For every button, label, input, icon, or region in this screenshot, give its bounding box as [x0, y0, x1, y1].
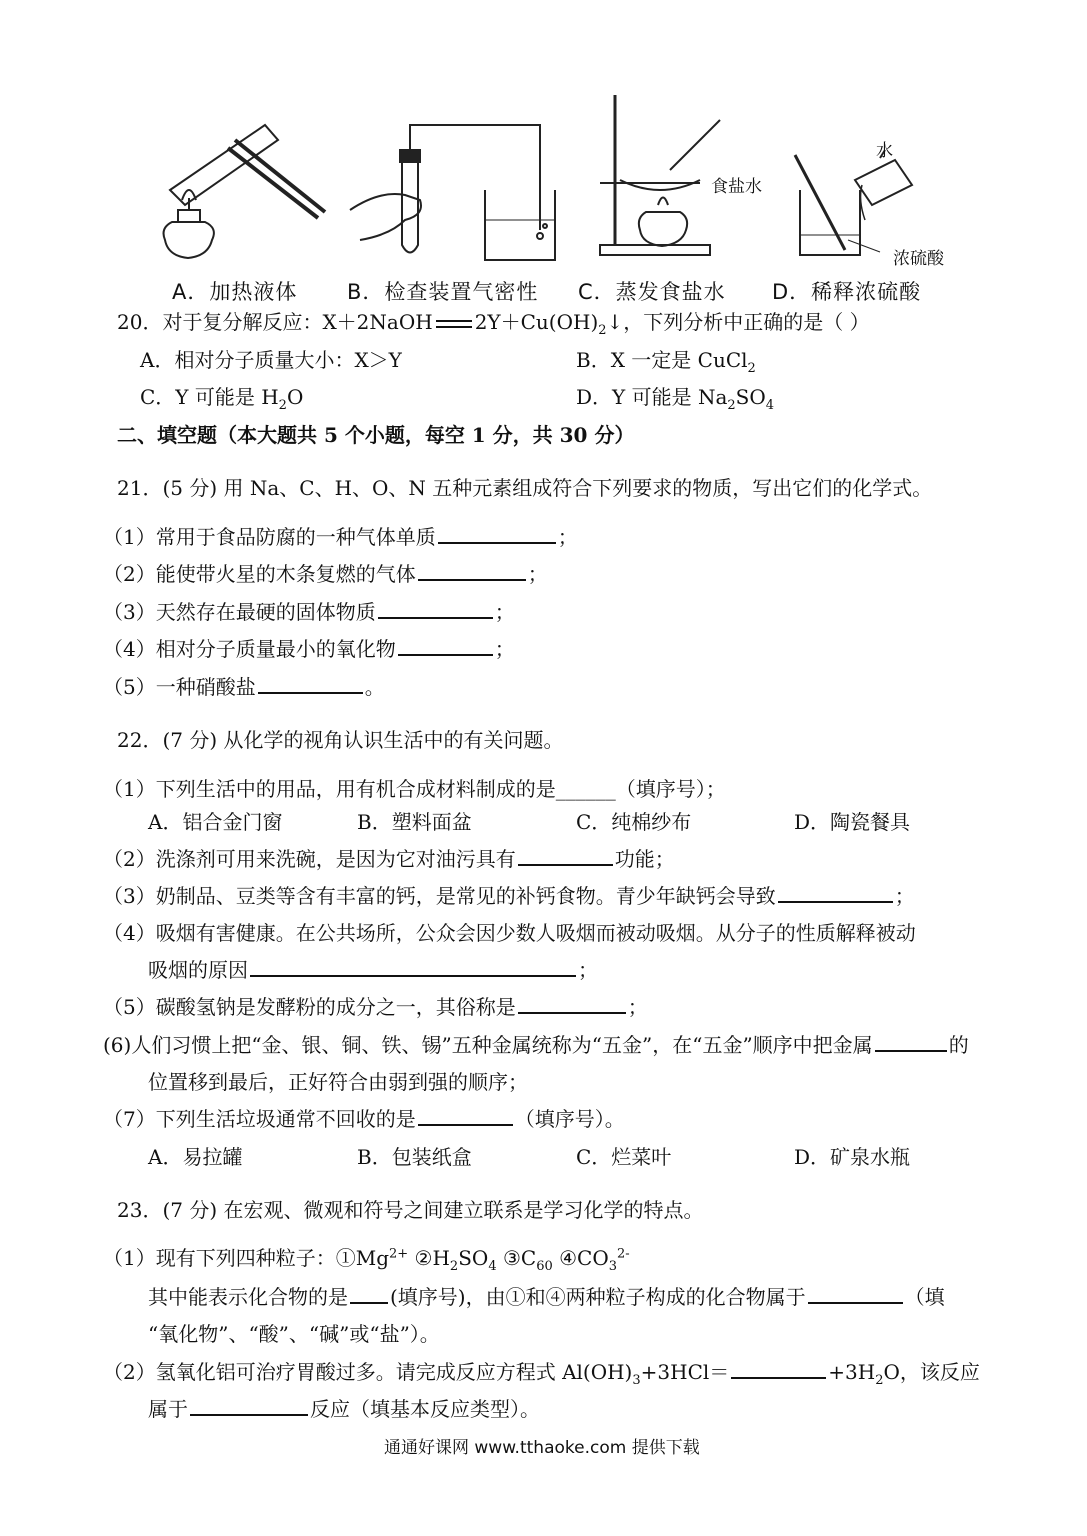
q22-part-3: （3）奶制品、豆类等含有丰富的钙，是常见的补钙食物。青少年缺钙会导致 ；: [103, 880, 915, 909]
q22-part-6-line-2: 位置移到最后，正好符合由弱到强的顺序；: [148, 1070, 528, 1094]
q20-option-d: D．Y 可能是 $Na_2SO_4$: [576, 385, 775, 413]
q22-part-5: （5）碳酸氢钠是发酵粉的成分之一，其俗称是 ；: [103, 991, 648, 1020]
q23-part-1-line-1: （1）现有下列四种粒子：$①Mg^{2+}$ $②H_2SO_4$ $③C_{60}$ $④CO_3^{2-}$: [103, 1246, 630, 1274]
q21-item-3: （3）天然存在最硬的固体物质 ；: [103, 596, 515, 625]
figure-b-airtightness: [350, 125, 555, 260]
q23-part-1-line-2: 其中能表示化合物的是 (填序号)，由①和④两种粒子构成的化合物属于 （填: [148, 1281, 945, 1310]
q20-option-b: B．X 一定是 CuCl$_2$: [576, 348, 756, 376]
figure-c-annotation: 食盐水: [711, 177, 762, 197]
q23-part-1-line-3: “氧化物”、“酸”、“碱”或“盐”）。: [148, 1322, 440, 1346]
q22-part-1-option-d: D．陶瓷餐具: [794, 810, 911, 834]
q20-option-a: A．相对分子质量大小：X＞Y: [140, 348, 402, 372]
figure-d-annotation-acid: 浓硫酸: [893, 249, 944, 269]
q22-part-7-option-c: C．烂菜叶: [576, 1145, 672, 1169]
section-title: 二、填空题（本大题共 5 个小题，每空 1 分，共 30 分）: [117, 423, 635, 447]
q22-part-1-option-a: A．铝合金门窗: [148, 810, 283, 834]
q21-item-2: （2）能使带火星的木条复燃的气体 ；: [103, 558, 548, 587]
figure-label-a: A．加热液体: [172, 280, 298, 304]
q21-item-5: （5）一种硝酸盐 。: [103, 671, 385, 700]
figure-d-annotation-water: 水: [876, 141, 893, 161]
figure-label-c: C．蒸发食盐水: [578, 280, 726, 304]
q22-stem: 22．(7 分) 从化学的视角认识生活中的有关问题。: [117, 728, 564, 752]
q22-part-1: （1）下列生活中的用品，用有机合成材料制成的是______（填序号）；: [103, 777, 726, 801]
q22-part-7-option-b: B．包装纸盒: [357, 1145, 472, 1169]
q23-stem: 23．(7 分) 在宏观、微观和符号之间建立联系是学习化学的特点。: [117, 1198, 704, 1222]
q22-part-2: （2）洗涤剂可用来洗碗，是因为它对油污具有 功能；: [103, 843, 675, 872]
q21-stem: 21．(5 分) 用 Na、C、H、O、N 五种元素组成符合下列要求的物质，写出它们的化学式。: [117, 476, 933, 500]
figure-c-evaporation: [600, 95, 720, 255]
q22-part-1-option-c: C．纯棉纱布: [576, 810, 692, 834]
q22-part-1-option-b: B．塑料面盆: [357, 810, 472, 834]
q22-part-6-line-1: (6)人们习惯上把“金、银、铜、铁、锡”五种金属统称为“五金”，在“五金”顺序中把金属 的: [103, 1029, 969, 1058]
figure-label-d: D．稀释浓硫酸: [772, 280, 922, 304]
figure-a-heating-liquid: [164, 125, 325, 258]
page-footer: 通通好课网 www.tthaoke.com 提供下载: [384, 1438, 700, 1458]
q21-item-1: （1）常用于食品防腐的一种气体单质 ；: [103, 521, 578, 550]
q21-item-4: （4）相对分子质量最小的氧化物 ；: [103, 633, 515, 662]
q23-part-2-line-2: 属于 反应（填基本反应类型）。: [148, 1393, 540, 1422]
q23-part-2-line-1: （2）氢氧化铝可治疗胃酸过多。请完成反应方程式 $Al(OH)_3+3HCl= +3H_2O$，该反应: [103, 1356, 980, 1388]
q22-part-7-option-d: D．矿泉水瓶: [794, 1145, 911, 1169]
figure-d-dilution: [795, 150, 912, 255]
q22-part-4-line-1: （4）吸烟有害健康。在公共场所，公众会因少数人吸烟而被动吸烟。从分子的性质解释被动: [103, 921, 916, 945]
q22-part-7-option-a: A．易拉罐: [148, 1145, 243, 1169]
q22-part-7: （7）下列生活垃圾通常不回收的是 （填序号）。: [103, 1103, 625, 1132]
q20-option-c: C．Y 可能是 $H_2O$: [140, 385, 304, 413]
q20-stem: 20．对于复分解反应：X＋2NaOH $2Y+Cu(OH)_2↓$，下列分析中正确的是（ ）: [117, 310, 870, 338]
q22-part-4-line-2: 吸烟的原因 ；: [148, 954, 598, 983]
figure-label-b: B．检查装置气密性: [347, 280, 539, 304]
